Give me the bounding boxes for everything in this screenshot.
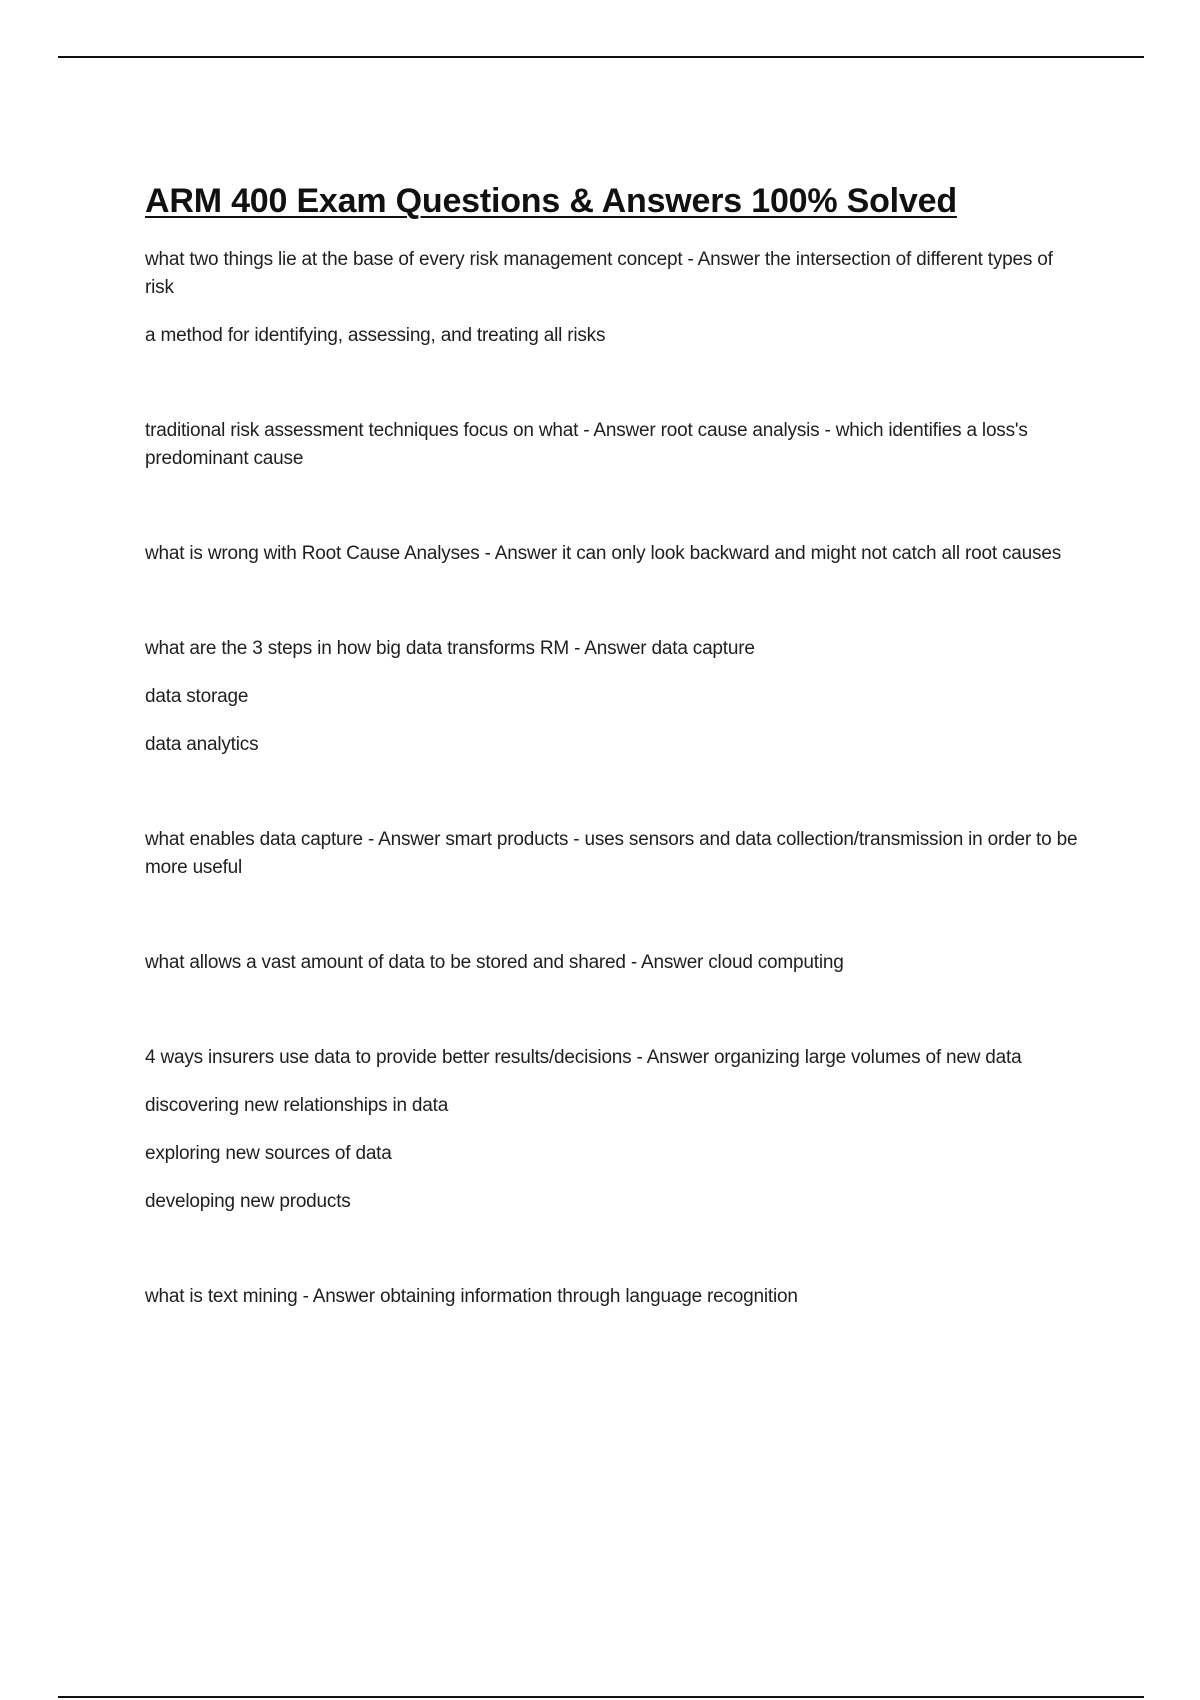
qa-paragraph: what is text mining - Answer obtaining information through language recognition <box>145 1286 798 1307</box>
qa-paragraph: 4 ways insurers use data to provide better results/decisions - Answer organizing large volumes of new data <box>145 1047 1022 1068</box>
qa-paragraph: discovering new relationships in data <box>145 1095 449 1116</box>
qa-paragraph: exploring new sources of data <box>145 1143 392 1164</box>
qa-paragraph: what allows a vast amount of data to be stored and shared - Answer cloud computing <box>145 952 844 973</box>
footer-rule <box>58 1696 1144 1698</box>
qa-paragraph: what two things lie at the base of every risk management concept - Answer the intersection of different types of risk <box>145 249 1053 298</box>
qa-paragraph: data storage <box>145 686 249 707</box>
qa-paragraph: what are the 3 steps in how big data transforms RM - Answer data capture <box>145 638 755 659</box>
document-body <box>145 178 1085 1311</box>
header-rule <box>58 56 1144 58</box>
qa-paragraph: traditional risk assessment techniques focus on what - Answer root cause analysis - which identifies a loss's predominant cause <box>145 420 1028 469</box>
qa-paragraph: developing new products <box>145 1191 351 1212</box>
qa-paragraph: what enables data capture - Answer smart products - uses sensors and data collection/transmission in order to be more useful <box>145 829 1078 878</box>
qa-paragraph: data analytics <box>145 734 259 755</box>
qa-paragraph: a method for identifying, assessing, and treating all risks <box>145 325 606 346</box>
qa-paragraph: what is wrong with Root Cause Analyses - Answer it can only look backward and might not catch all root causes <box>145 543 1062 564</box>
document-title: ARM 400 Exam Questions & Answers 100% Solved <box>145 182 957 220</box>
